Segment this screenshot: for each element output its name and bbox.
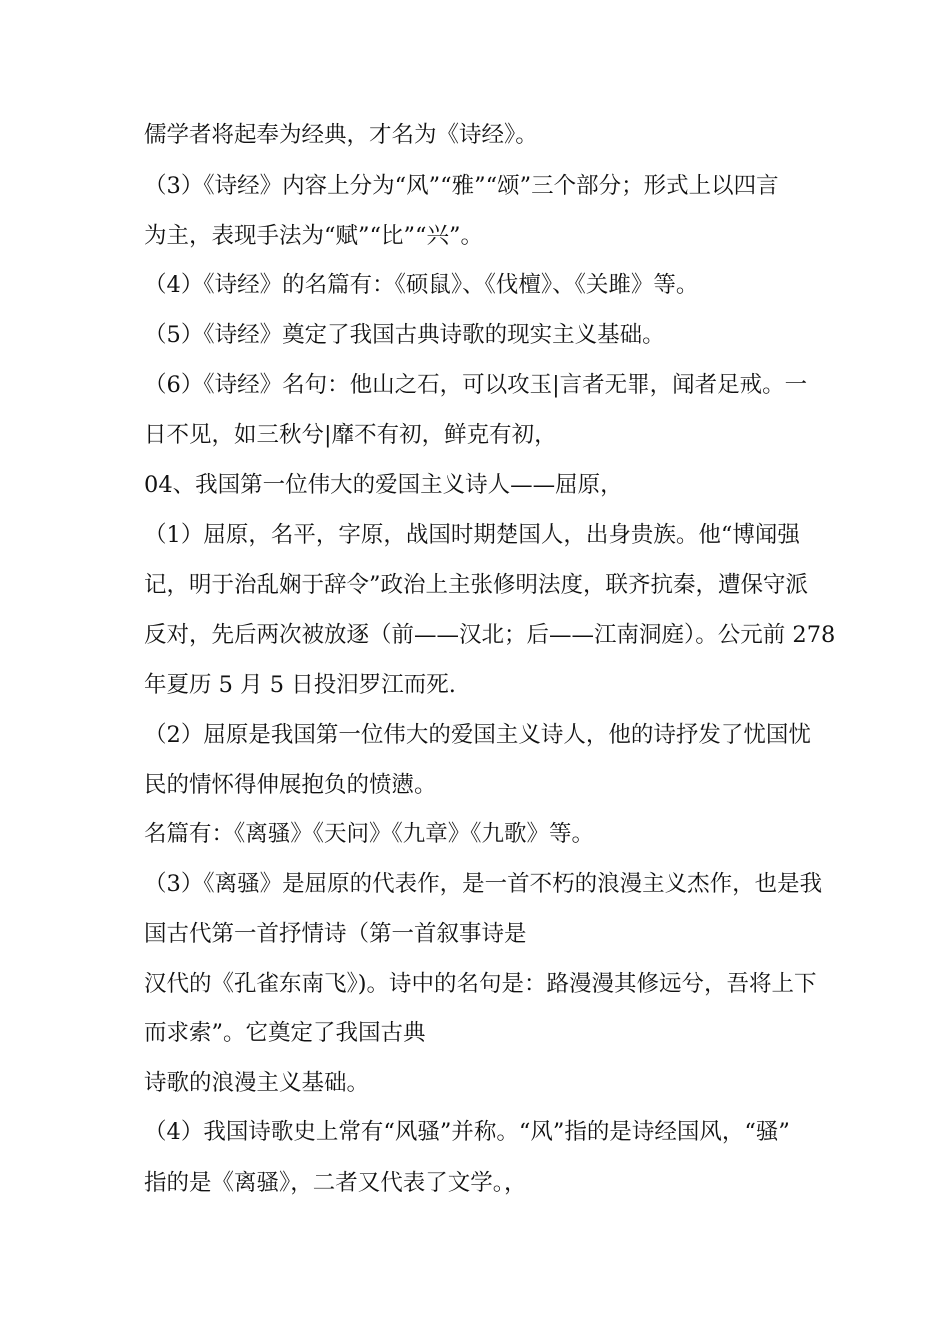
text-line: 诗歌的浪漫主义基础。 xyxy=(144,1070,370,1096)
text-line: 反对，先后两次被放逐（前——汉北；后——江南洞庭）。公元前 278 xyxy=(144,622,836,648)
text-line: （3）《诗经》内容上分为“风”“雅”“颂”三个部分；形式上以四言 xyxy=(144,173,779,199)
section-heading: 04、我国第一位伟大的爱国主义诗人——屈原， xyxy=(144,472,623,498)
text-line: 指的是《离骚》，二者又代表了文学。， xyxy=(144,1170,527,1196)
text-line: 记，明于治乱娴于辞令”政治上主张修明法度，联齐抗秦，遭保守派 xyxy=(144,572,809,598)
text-line: 日不见，如三秋兮|靡不有初，鲜克有初， xyxy=(144,422,557,448)
text-line: 儒学者将起奉为经典，才名为《诗经》。 xyxy=(144,122,538,148)
text-line: （2）屈原是我国第一位伟大的爱国主义诗人，他的诗抒发了忧国忧 xyxy=(144,722,811,748)
text-line: 汉代的《孔雀东南飞》)。诗中的名句是：路漫漫其修远兮，吾将上下 xyxy=(144,971,817,997)
text-line: （6）《诗经》名句：他山之石，可以攻玉|言者无罪，闻者足戒。一 xyxy=(144,372,808,398)
text-line: （5）《诗经》奠定了我国古典诗歌的现实主义基础。 xyxy=(144,322,665,348)
text-line: 而求索”。它奠定了我国古典 xyxy=(144,1020,426,1046)
text-line: （4）我国诗歌史上常有“风骚”并称。“风”指的是诗经国风，“骚” xyxy=(144,1119,790,1145)
text-line: 为主，表现手法为“赋”“比”“兴”。 xyxy=(144,223,484,249)
text-line: （1）屈原，名平，字原，战国时期楚国人，出身贵族。他“博闻强 xyxy=(144,522,800,548)
text-line: 民的情怀得伸展抱负的愤懑。 xyxy=(144,772,437,798)
text-line: 年夏历 5 月 5 日投汨罗江而死. xyxy=(144,672,456,698)
text-line: 名篇有：《离骚》《天问》《九章》《九歌》等。 xyxy=(144,821,595,847)
text-line: 国古代第一首抒情诗（第一首叙事诗是 xyxy=(144,921,527,947)
text-line: （3）《离骚》是屈原的代表作，是一首不朽的浪漫主义杰作，也是我 xyxy=(144,871,823,897)
text-line: （4）《诗经》的名篇有：《硕鼠》、《伐檀》、《关雎》等。 xyxy=(144,272,699,298)
